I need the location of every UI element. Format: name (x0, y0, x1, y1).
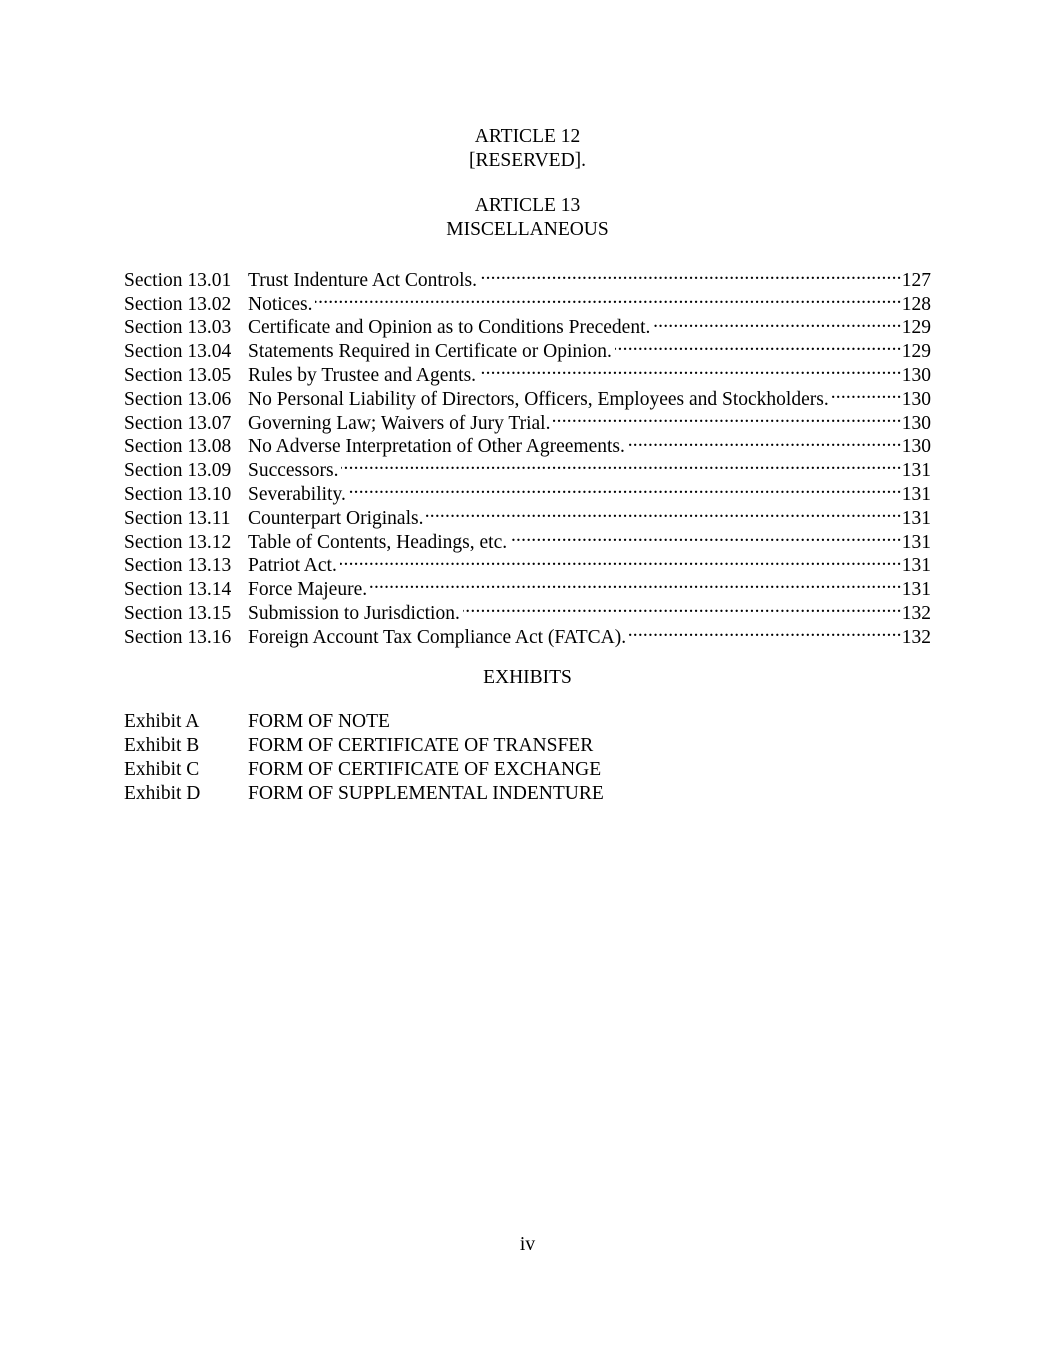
article-12-title: [RESERVED]. (468, 150, 587, 171)
exhibit-title: FORM OF NOTE (248, 711, 390, 732)
exhibit-title: FORM OF CERTIFICATE OF TRANSFER (248, 735, 594, 756)
toc-dot-leader (315, 286, 901, 310)
toc-page-number: 130 (901, 388, 931, 410)
toc-section-number: Section 13.14 (124, 579, 232, 601)
exhibit-row-d[interactable] (124, 782, 824, 806)
toc-page-number: 130 (901, 364, 931, 386)
toc-page-number: 129 (901, 341, 931, 363)
toc-section-title: Trust Indenture Act Controls. (248, 269, 477, 291)
exhibit-label: Exhibit C (124, 759, 200, 780)
toc-section-number: Section 13.02 (124, 293, 232, 315)
toc-section-title: Submission to Jurisdiction. (248, 602, 460, 624)
toc-dot-leader (629, 619, 902, 643)
toc-section-title: Severability. (248, 483, 346, 505)
toc-dot-leader (615, 333, 902, 357)
toc-section-number: Section 13.09 (124, 460, 232, 482)
toc-section-title: Patriot Act. (248, 555, 337, 577)
toc-dot-leader (349, 476, 902, 500)
exhibit-label: Exhibit B (124, 735, 200, 756)
toc-dot-leader (480, 262, 902, 286)
toc-dot-leader (426, 500, 901, 524)
toc-page-number: 132 (901, 626, 931, 648)
exhibit-title: FORM OF CERTIFICATE OF EXCHANGE (248, 759, 602, 780)
toc-page-number: 129 (901, 317, 931, 339)
toc-section-number: Section 13.16 (124, 626, 232, 648)
toc-section-number: Section 13.12 (124, 531, 232, 553)
table-of-contents (124, 262, 931, 648)
page-number: iv (519, 1234, 536, 1255)
toc-page-number: 131 (901, 579, 931, 601)
toc-section-number: Section 13.05 (124, 364, 232, 386)
toc-page-number: 131 (901, 531, 931, 553)
toc-dot-leader (628, 429, 902, 453)
toc-page-number: 131 (901, 555, 931, 577)
toc-dot-leader (463, 595, 902, 619)
toc-section-number: Section 13.03 (124, 317, 232, 339)
toc-section-number: Section 13.07 (124, 412, 232, 434)
exhibit-row-a[interactable] (124, 710, 824, 734)
toc-section-number: Section 13.01 (124, 269, 232, 291)
toc-section-number: Section 13.15 (124, 602, 232, 624)
toc-page-number: 130 (901, 436, 931, 458)
toc-dot-leader (340, 548, 902, 572)
toc-page-number: 131 (901, 483, 931, 505)
toc-section-title: Notices. (248, 293, 313, 315)
toc-section-title: Table of Contents, Headings, etc. (248, 531, 508, 553)
exhibits-list (124, 710, 824, 806)
toc-page-number: 131 (901, 507, 931, 529)
toc-section-title: Certificate and Opinion as to Conditions Precedent. (248, 317, 651, 339)
toc-section-title: No Adverse Interpretation of Other Agreements. (248, 436, 625, 458)
article-13-heading (0, 194, 1055, 242)
toc-section-number: Section 13.11 (124, 507, 231, 529)
toc-row-section-13-01[interactable] (124, 262, 931, 291)
toc-dot-leader (370, 571, 902, 595)
toc-section-title: Foreign Account Tax Compliance Act (FATCA). (248, 626, 627, 648)
exhibit-title: FORM OF SUPPLEMENTAL INDENTURE (248, 783, 604, 804)
toc-section-title: No Personal Liability of Directors, Officers, Employees and Stockholders. (248, 388, 829, 410)
article-13-label: ARTICLE 13 (474, 195, 581, 216)
toc-section-title: Governing Law; Waivers of Jury Trial. (248, 412, 551, 434)
toc-dot-leader (341, 452, 901, 476)
toc-page-number: 131 (901, 460, 931, 482)
toc-dot-leader (479, 357, 902, 381)
exhibit-row-c[interactable] (124, 758, 824, 782)
article-12-heading (0, 125, 1055, 173)
toc-section-title: Statements Required in Certificate or Opinion. (248, 341, 612, 363)
toc-dot-leader (832, 381, 902, 405)
toc-page-number: 130 (901, 412, 931, 434)
exhibit-label: Exhibit A (124, 711, 200, 732)
toc-page-number: 128 (901, 293, 931, 315)
toc-section-title: Rules by Trustee and Agents. (248, 364, 477, 386)
toc-section-number: Section 13.04 (124, 341, 232, 363)
toc-dot-leader (510, 524, 902, 548)
article-13-title: MISCELLANEOUS (446, 219, 609, 240)
toc-section-title: Force Majeure. (248, 579, 368, 601)
exhibit-label: Exhibit D (124, 783, 201, 804)
toc-section-number: Section 13.06 (124, 388, 232, 410)
article-12-label: ARTICLE 12 (474, 126, 581, 147)
exhibits-heading: EXHIBITS (483, 667, 572, 688)
toc-section-title: Counterpart Originals. (248, 507, 424, 529)
exhibit-row-b[interactable] (124, 734, 824, 758)
toc-dot-leader (653, 310, 901, 334)
toc-page-number: 132 (901, 602, 931, 624)
toc-section-number: Section 13.10 (124, 483, 232, 505)
toc-dot-leader (553, 405, 901, 429)
toc-section-number: Section 13.13 (124, 555, 232, 577)
toc-section-number: Section 13.08 (124, 436, 232, 458)
toc-section-title: Successors. (248, 460, 339, 482)
toc-page-number: 127 (901, 269, 931, 291)
